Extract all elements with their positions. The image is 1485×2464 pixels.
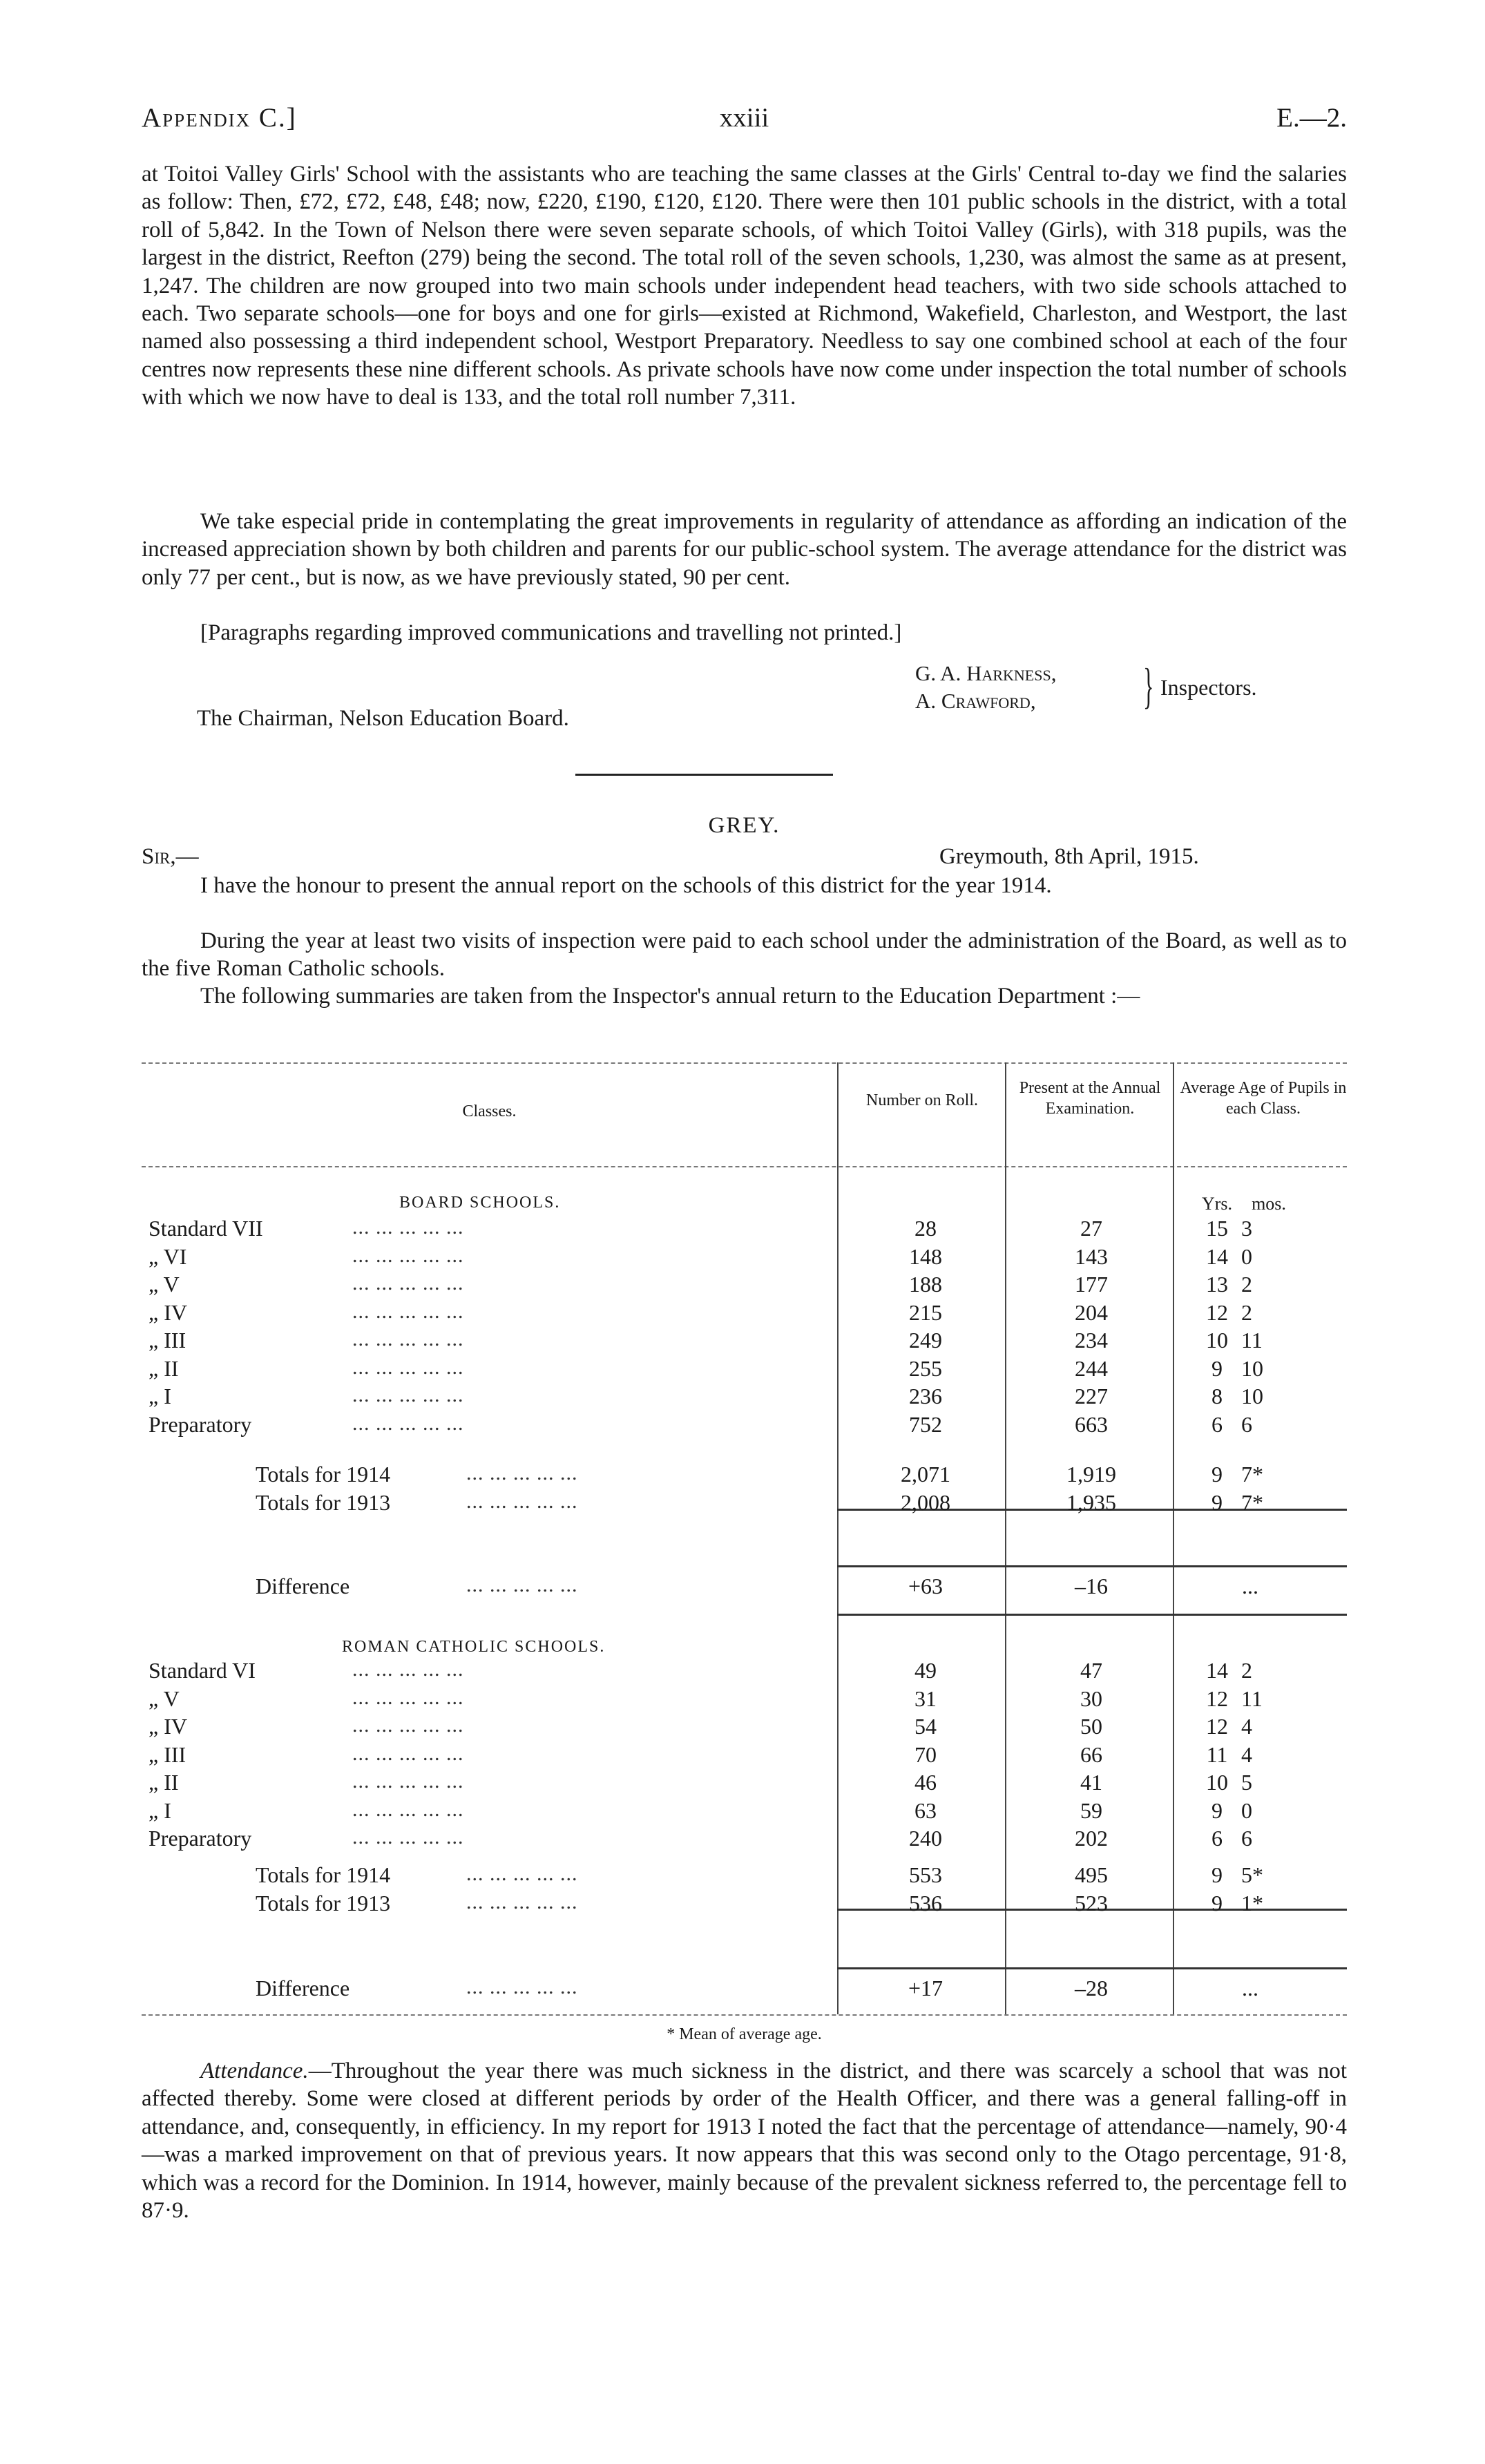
catholic-row-mos: 11 bbox=[1241, 1685, 1263, 1711]
catholic-row-roll: 54 bbox=[914, 1714, 937, 1739]
header-page-number: xxiii bbox=[719, 103, 769, 133]
attendance-heading: Attendance. bbox=[200, 2059, 309, 2083]
catholic-row-mos: 0 bbox=[1241, 1797, 1252, 1823]
paragraph-attendance bbox=[142, 2057, 1347, 2224]
board-total-yrs: 9 bbox=[1211, 1490, 1223, 1515]
table-top-rule bbox=[142, 1062, 1347, 1064]
catholic-total-present: 523 bbox=[1075, 1891, 1108, 1916]
board-row-mos: 2 bbox=[1241, 1272, 1252, 1297]
board-row-present: 234 bbox=[1075, 1328, 1108, 1353]
board-row-mos: 6 bbox=[1241, 1411, 1252, 1437]
catholic-row-dots: ... ... ... ... ... bbox=[352, 1658, 464, 1681]
board-row-mos: 0 bbox=[1241, 1243, 1252, 1269]
board-row-label: „ III bbox=[148, 1328, 186, 1353]
catholic-row-dots: ... ... ... ... ... bbox=[352, 1685, 464, 1709]
board-row-present: 27 bbox=[1080, 1216, 1102, 1241]
board-total-rule bbox=[837, 1565, 1347, 1567]
paragraph-nelson-schools: at Toitoi Valley Girls' School with the assistants who are teaching the same classes at the Girls' Central to-day we find the salaries as follow: Then, £72, £72, £48, £48; now, £220, £190, £120, £120. There were then 101 public schools in the district, with a total roll of 5,842. In the Town of Nelson there were seven separate schools, of which Toitoi Valley (Girls), with 318 pupils, was the largest in the district, Reefton (279) being the second. The total roll of the seven schools, 1,230, was almost the same as at present, 1,247. The children are now grouped into two main schools under independent head teachers, with two side schools attached to each. Two separate schools—one for boys and one for girls—existed at Richmond, Wakefield, Charleston, and Westport, the last named also possessing a third independent school, Westport Preparatory. Needless to say one combined school at each of the four centres now represents these nine different schools. As private schools have now come under inspection the total number of schools with which we now have to deal is 133, and the total roll number 7,311. bbox=[142, 162, 1347, 410]
board-row-roll: 28 bbox=[914, 1216, 937, 1241]
yrs-unit: Yrs. bbox=[1201, 1194, 1233, 1214]
board-diff-present: –16 bbox=[1075, 1574, 1108, 1598]
catholic-row-present: 41 bbox=[1080, 1770, 1102, 1795]
addressee-line: The Chairman, Nelson Education Board. bbox=[197, 706, 569, 731]
board-row-present: 177 bbox=[1075, 1272, 1108, 1297]
board-row-present: 143 bbox=[1075, 1243, 1108, 1269]
catholic-total-dots: ... ... ... ... ... bbox=[466, 1891, 578, 1913]
catholic-row-mos: 4 bbox=[1241, 1741, 1252, 1767]
catholic-diff-label: Difference bbox=[256, 1976, 350, 2000]
catholic-diff-roll: +17 bbox=[908, 1976, 943, 2000]
catholic-diff-present: –28 bbox=[1075, 1976, 1108, 2000]
catholic-row-mos: 2 bbox=[1241, 1658, 1252, 1683]
board-row-dots: ... ... ... ... ... bbox=[352, 1411, 464, 1435]
catholic-row-roll: 70 bbox=[914, 1741, 937, 1767]
summary-table bbox=[142, 1062, 1347, 2074]
board-total-label: Totals for 1914 bbox=[256, 1462, 391, 1487]
board-row-mos: 2 bbox=[1241, 1299, 1252, 1325]
board-row-yrs: 6 bbox=[1211, 1411, 1223, 1437]
attendance-text: —Throughout the year there was much sickness in the district, and there was scarcely a school that was not affected thereby. Some were closed at different periods by order of the Health Officer, and there was a general falling-off in attendance, and, consequently, in efficiency. In my report for 1913 I noted the fact that the percentage of attendance—namely, 90·4—was a marked improvement on that of previous years. It now appears that this was second only to the Otago percentage, 91·8, which was a record for the Dominion. In 1914, however, mainly because of the prevalent sickness referred to, the percentage fell to 87·9. bbox=[142, 2059, 1347, 2224]
signatory-crawford: A. Crawford, bbox=[915, 689, 1036, 713]
board-row-dots: ... ... ... ... ... bbox=[352, 1384, 464, 1406]
board-row-yrs: 10 bbox=[1206, 1328, 1228, 1353]
board-row-yrs: 13 bbox=[1206, 1272, 1228, 1297]
paragraph-attendance-pride: We take especial pride in contemplating the great improvements in regularity of attendance as affording an indication of the increased appreciation shown by both children and parents for our public-school system. The average attendance for the district was only 77 per cent., but is now, as we have previously stated, 90 per cent. bbox=[142, 509, 1347, 590]
catholic-schools-title: ROMAN CATHOLIC SCHOOLS. bbox=[342, 1638, 606, 1656]
catholic-row-mos: 5 bbox=[1241, 1770, 1252, 1795]
board-total-mos: 7* bbox=[1241, 1462, 1263, 1487]
board-row-label: „ IV bbox=[148, 1299, 187, 1325]
catholic-row-label: „ I bbox=[148, 1797, 171, 1823]
board-difference-rule bbox=[837, 1614, 1347, 1616]
catholic-total-label: Totals for 1914 bbox=[256, 1862, 391, 1887]
section-title: GREY. bbox=[708, 813, 780, 838]
board-schools-title: BOARD SCHOOLS. bbox=[399, 1194, 561, 1212]
header-age: Average Age of Pupils in each Class. bbox=[1180, 1079, 1347, 1118]
header-section: E.—2. bbox=[1276, 103, 1347, 133]
catholic-row-mos: 4 bbox=[1241, 1714, 1252, 1739]
section-divider bbox=[575, 774, 833, 776]
board-total-roll: 2,008 bbox=[901, 1490, 950, 1515]
board-row-yrs: 8 bbox=[1211, 1384, 1223, 1408]
paragraph-summaries-intro: The following summaries are taken from the Inspector's annual return to the Education Department :— bbox=[200, 984, 1140, 1009]
catholic-row-mos: 6 bbox=[1241, 1826, 1252, 1851]
catholic-row-yrs: 12 bbox=[1206, 1685, 1228, 1711]
table-header-rule bbox=[142, 1166, 1347, 1167]
board-row-roll: 249 bbox=[909, 1328, 942, 1353]
catholic-total-label: Totals for 1913 bbox=[256, 1891, 391, 1916]
catholic-row-label: „ II bbox=[148, 1770, 179, 1795]
mos-unit: mos. bbox=[1252, 1194, 1286, 1214]
catholic-row-roll: 63 bbox=[914, 1797, 937, 1823]
running-header bbox=[142, 102, 1347, 137]
board-row-present: 227 bbox=[1075, 1384, 1108, 1408]
board-row-roll: 255 bbox=[909, 1355, 942, 1381]
catholic-total-rule bbox=[837, 1967, 1347, 1969]
board-row-yrs: 14 bbox=[1206, 1243, 1228, 1269]
catholic-row-label: „ III bbox=[148, 1741, 186, 1767]
catholic-total-roll: 553 bbox=[909, 1862, 942, 1887]
catholic-row-present: 202 bbox=[1075, 1826, 1108, 1851]
catholic-row-present: 30 bbox=[1080, 1685, 1102, 1711]
board-total-present: 1,935 bbox=[1066, 1490, 1116, 1515]
board-row-mos: 3 bbox=[1241, 1216, 1252, 1241]
date-line: Greymouth, 8th April, 1915. bbox=[939, 844, 1199, 869]
header-roll: Number on Roll. bbox=[866, 1091, 978, 1109]
catholic-row-present: 59 bbox=[1080, 1797, 1102, 1823]
board-row-mos: 11 bbox=[1241, 1328, 1263, 1353]
board-total-mos: 7* bbox=[1241, 1490, 1263, 1515]
catholic-row-dots: ... ... ... ... ... bbox=[352, 1826, 464, 1849]
catholic-total-dots: ... ... ... ... ... bbox=[466, 1862, 578, 1885]
catholic-row-label: Standard VI bbox=[148, 1658, 256, 1683]
board-row-roll: 236 bbox=[909, 1384, 942, 1408]
catholic-row-yrs: 11 bbox=[1206, 1741, 1228, 1767]
board-total-dots: ... ... ... ... ... bbox=[466, 1490, 578, 1513]
board-row-dots: ... ... ... ... ... bbox=[352, 1243, 464, 1267]
board-row-present: 204 bbox=[1075, 1299, 1108, 1325]
catholic-diff-dots: ... ... ... ... ... bbox=[466, 1976, 578, 1998]
board-row-roll: 148 bbox=[909, 1243, 942, 1269]
header-present: Present at the Annual Examination. bbox=[1019, 1079, 1161, 1118]
board-row-yrs: 12 bbox=[1206, 1299, 1228, 1325]
catholic-row-yrs: 12 bbox=[1206, 1714, 1228, 1739]
board-total-dots: ... ... ... ... ... bbox=[466, 1462, 578, 1484]
catholic-row-present: 50 bbox=[1080, 1714, 1102, 1739]
paragraph-omitted-note: [Paragraphs regarding improved communications and travelling not printed.] bbox=[200, 620, 902, 645]
board-row-dots: ... ... ... ... ... bbox=[352, 1355, 464, 1379]
board-row-dots: ... ... ... ... ... bbox=[352, 1272, 464, 1295]
board-row-dots: ... ... ... ... ... bbox=[352, 1216, 464, 1239]
table-footnote: * Mean of average age. bbox=[667, 2025, 822, 2043]
board-row-mos: 10 bbox=[1241, 1355, 1263, 1381]
catholic-row-label: Preparatory bbox=[148, 1826, 252, 1851]
catholic-total-roll: 536 bbox=[909, 1891, 942, 1916]
column-divider-2 bbox=[1005, 1062, 1006, 2014]
catholic-total-mos: 1* bbox=[1241, 1891, 1263, 1916]
board-row-yrs: 15 bbox=[1206, 1216, 1228, 1241]
catholic-row-present: 47 bbox=[1080, 1658, 1102, 1683]
board-row-label: Standard VII bbox=[148, 1216, 263, 1241]
board-row-present: 663 bbox=[1075, 1411, 1108, 1437]
catholic-row-roll: 31 bbox=[914, 1685, 937, 1711]
catholic-row-dots: ... ... ... ... ... bbox=[352, 1741, 464, 1765]
header-appendix: Appendix C.] bbox=[142, 103, 297, 133]
board-row-roll: 188 bbox=[909, 1272, 942, 1297]
board-diff-age: ... bbox=[1242, 1574, 1258, 1598]
paragraph-inspections: During the year at least two visits of inspection were paid to each school under the administration of the Board, as well as to the five Roman Catholic schools. bbox=[142, 928, 1347, 982]
signatory-harkness: G. A. Harkness, bbox=[915, 661, 1057, 685]
brace-glyph: } bbox=[1143, 658, 1154, 714]
catholic-row-dots: ... ... ... ... ... bbox=[352, 1770, 464, 1793]
catholic-row-label: „ V bbox=[148, 1685, 180, 1711]
catholic-row-dots: ... ... ... ... ... bbox=[352, 1714, 464, 1737]
board-row-yrs: 9 bbox=[1211, 1355, 1223, 1381]
catholic-row-yrs: 6 bbox=[1211, 1826, 1223, 1851]
catholic-row-yrs: 9 bbox=[1211, 1797, 1223, 1823]
catholic-row-roll: 46 bbox=[914, 1770, 937, 1795]
catholic-total-present: 495 bbox=[1075, 1862, 1108, 1887]
catholic-diff-age: ... bbox=[1242, 1976, 1258, 2000]
catholic-row-yrs: 14 bbox=[1206, 1658, 1228, 1683]
board-total-yrs: 9 bbox=[1211, 1462, 1223, 1487]
board-row-present: 244 bbox=[1075, 1355, 1108, 1381]
board-diff-label: Difference bbox=[256, 1574, 350, 1598]
board-total-label: Totals for 1913 bbox=[256, 1490, 391, 1515]
board-row-mos: 10 bbox=[1241, 1384, 1263, 1408]
board-row-roll: 215 bbox=[909, 1299, 942, 1325]
board-diff-roll: +63 bbox=[908, 1574, 943, 1598]
board-total-present: 1,919 bbox=[1066, 1462, 1116, 1487]
board-row-label: „ II bbox=[148, 1355, 179, 1381]
catholic-total-yrs: 9 bbox=[1211, 1862, 1223, 1887]
signatory-title: Inspectors. bbox=[1160, 675, 1257, 700]
salutation: Sir,— bbox=[142, 844, 199, 869]
board-row-dots: ... ... ... ... ... bbox=[352, 1299, 464, 1323]
board-row-label: „ VI bbox=[148, 1243, 187, 1269]
board-row-roll: 752 bbox=[909, 1411, 942, 1437]
column-divider-3 bbox=[1173, 1062, 1174, 2014]
board-diff-dots: ... ... ... ... ... bbox=[466, 1574, 578, 1596]
board-row-dots: ... ... ... ... ... bbox=[352, 1328, 464, 1350]
catholic-row-dots: ... ... ... ... ... bbox=[352, 1797, 464, 1821]
catholic-row-roll: 240 bbox=[909, 1826, 942, 1851]
board-row-label: Preparatory bbox=[148, 1411, 252, 1437]
catholic-row-roll: 49 bbox=[914, 1658, 937, 1683]
catholic-row-label: „ IV bbox=[148, 1714, 187, 1739]
board-total-roll: 2,071 bbox=[901, 1462, 950, 1487]
header-classes: Classes. bbox=[462, 1102, 517, 1120]
catholic-row-yrs: 10 bbox=[1206, 1770, 1228, 1795]
catholic-total-yrs: 9 bbox=[1211, 1891, 1223, 1916]
board-row-label: „ V bbox=[148, 1272, 180, 1297]
board-row-label: „ I bbox=[148, 1384, 171, 1408]
catholic-total-mos: 5* bbox=[1241, 1862, 1263, 1887]
catholic-row-present: 66 bbox=[1080, 1741, 1102, 1767]
signature-block bbox=[915, 658, 1257, 715]
table-bottom-rule bbox=[142, 2014, 1347, 2016]
paragraph-report-intro: I have the honour to present the annual report on the schools of this district for the year 1914. bbox=[200, 873, 1052, 898]
